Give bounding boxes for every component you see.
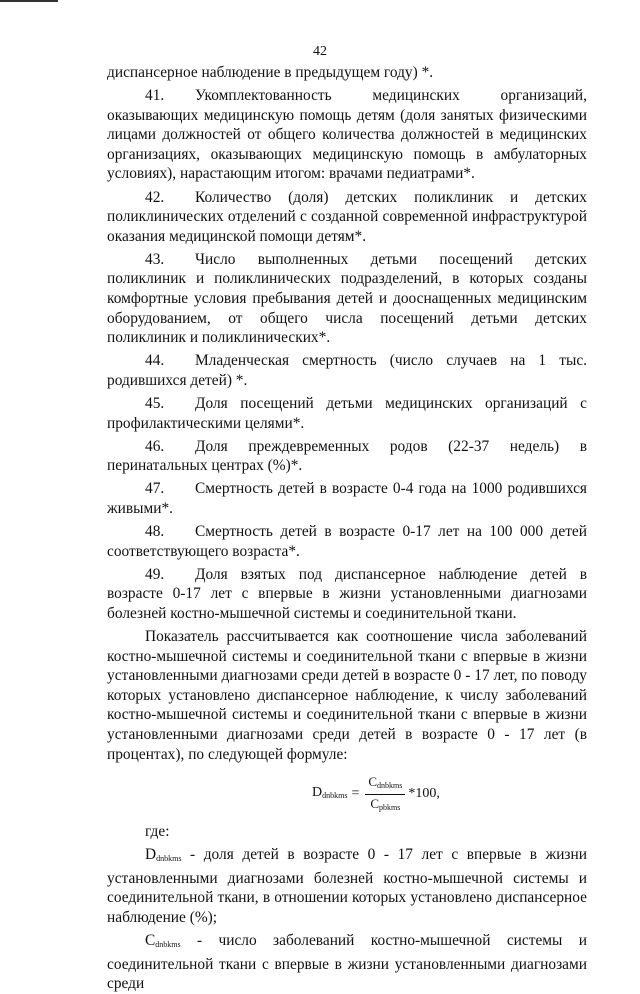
numerator-symbol: C <box>368 773 378 789</box>
formula-equals: = <box>351 786 360 802</box>
list-item-44 <box>107 351 587 390</box>
item-number: 42. <box>145 188 165 206</box>
formula-lhs-subscript: dnbkms <box>322 790 348 800</box>
formula-expression <box>312 774 440 814</box>
list-item-41 <box>107 86 587 184</box>
item-text: Доля посещений детьми медицинских организаций с профилактическими целями*. <box>107 395 587 432</box>
definition-d <box>107 845 587 927</box>
item-number: 41. <box>145 87 165 105</box>
item-number: 48. <box>145 523 165 541</box>
numerator-subscript: dnbkms <box>377 780 403 790</box>
list-item-43 <box>107 250 587 348</box>
item-number: 43. <box>145 250 165 268</box>
formula-denominator <box>370 795 400 815</box>
definition-symbol: C <box>145 932 156 950</box>
definition-text: - доля детей в возрасте 0 - 17 лет с впервые в жизни установленными диагнозами болезней костно-мышечной системы и соединительной ткани, в отношении которых установлено диспансерное наблюдение (%); <box>107 846 587 927</box>
item-number: 49. <box>145 565 165 583</box>
calculation-paragraph: Показатель рассчитывается как соотношение числа заболеваний костно-мышечной системы и соединительной ткани с впервые в жизни установленными диагнозами среди детей в возрасте 0 - 17 лет, по поводу которых установлено диспансерное наблюдение, к числу заболеваний костно-мышечной системы и соединительной ткани с впервые в жизни установленными диагнозами среди детей в возрасте 0 - 17 лет (в процентах), по следующей формуле: <box>107 628 587 763</box>
item-text: Доля преждевременных родов (22-37 недель) в перинатальных центрах (%)*. <box>107 437 587 475</box>
item-number: 44. <box>145 352 165 370</box>
list-item-48 <box>107 522 587 561</box>
item-text: Укомплектованность медицинских организаций, оказывающих медицинскую помощь детям (доля занятых физическими лицами должностей от общего количества должностей в медицинских организациях, оказывающих медицинскую помощь в амбулаторных условиях), нарастающим итогом: врачами педиатрами*. <box>107 87 587 183</box>
item-text: Число выполненных детьми посещений детских поликлиник и поликлинических подразделений, в которых созданы комфортные условия пребывания детей и дооснащенных медицинским оборудованием, от общего числа посещений детьми детских поликлиник и поликлинических*. <box>107 250 587 347</box>
definition-subscript: dnbkms <box>156 854 182 864</box>
page-number: 42 <box>313 44 327 59</box>
item-number: 47. <box>145 480 165 498</box>
definition-symbol: D <box>145 846 157 864</box>
item-text: Количество (доля) детских поликлиник и детских поликлинических отделений с созданной современной инфраструктурой оказания медицинской помощи детям*. <box>107 188 587 245</box>
formula-fraction <box>365 774 405 815</box>
list-item-45 <box>107 394 587 433</box>
formula <box>107 774 587 814</box>
formula-lhs-symbol: D <box>312 784 323 800</box>
top-rule <box>0 0 58 2</box>
item-text: Смертность детей в возрасте 0-4 года на 1000 родившихся живыми*. <box>107 480 587 517</box>
item-text: Доля взятых под диспансерное наблюдение детей в возрасте 0-17 лет с впервые в жизни установленными диагнозами болезней костно-мышечной системы и соединительной ткани. <box>107 565 587 622</box>
formula-multiplier: *100, <box>408 786 440 802</box>
document-body <box>107 63 587 994</box>
list-item-47 <box>107 479 587 518</box>
item-number: 46. <box>145 437 165 455</box>
formula-numerator <box>365 774 405 795</box>
formula-lhs <box>312 783 347 806</box>
list-item-42 <box>107 188 587 247</box>
list-item-49 <box>107 565 587 624</box>
item-text: Смертность детей в возрасте 0-17 лет на 100 000 детей соответствующего возраста*. <box>107 523 587 560</box>
where-label: где: <box>145 823 170 841</box>
list-item-46 <box>107 437 587 476</box>
item-text: Младенческая смертность (число случаев на 1 тыс. родившихся детей) *. <box>107 352 587 389</box>
intro-line: диспансерное наблюдение в предыдущем году) *. <box>107 64 434 81</box>
item-number: 45. <box>145 395 165 412</box>
definition-text: - число заболеваний костно-мышечной системы и соединительной ткани с впервые в жизни установленными диагнозами среди <box>107 932 587 993</box>
denominator-subscript: pbkms <box>379 802 401 812</box>
definition-c <box>107 931 587 994</box>
denominator-symbol: C <box>370 795 380 811</box>
definition-subscript: dnbkms <box>155 940 181 950</box>
